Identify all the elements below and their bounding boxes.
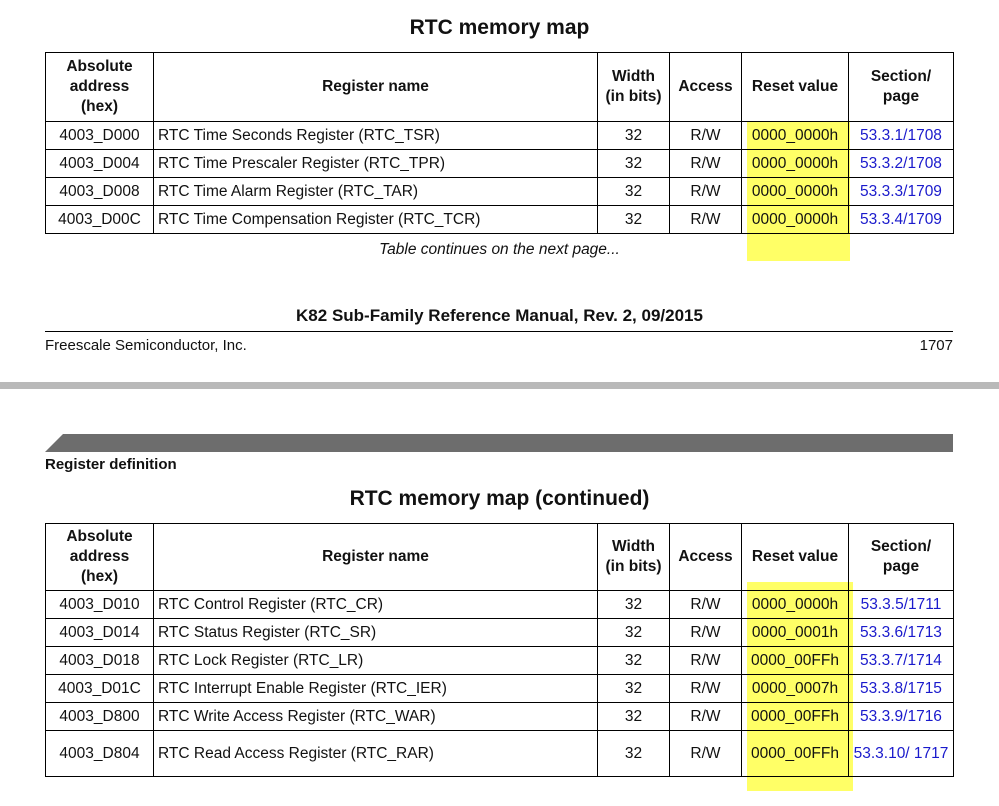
cell-address: 4003_D01C — [46, 675, 154, 703]
cell-width: 32 — [598, 647, 670, 675]
cell-register-name: RTC Control Register (RTC_CR) — [154, 591, 598, 619]
table-header-row — [46, 53, 954, 122]
table-header-row — [46, 524, 954, 591]
footer-page-number: 1707 — [919, 337, 953, 354]
cell-access: R/W — [670, 675, 742, 703]
header-register-name: Register name — [154, 524, 598, 591]
section-link[interactable]: 53.3.9/1716 — [849, 703, 954, 731]
table-row — [46, 675, 954, 703]
cell-width: 32 — [598, 619, 670, 647]
header-reset-value: Reset value — [742, 53, 849, 122]
cell-address: 4003_D008 — [46, 178, 154, 206]
table-row — [46, 122, 954, 150]
cell-reset-value: 0000_0000h — [742, 206, 849, 234]
cell-width: 32 — [598, 591, 670, 619]
cell-address: 4003_D004 — [46, 150, 154, 178]
cell-width: 32 — [598, 206, 670, 234]
header-section-page: Section/ page — [849, 524, 954, 591]
section-link[interactable]: 53.3.5/1711 — [849, 591, 954, 619]
cell-access: R/W — [670, 150, 742, 178]
cell-register-name: RTC Read Access Register (RTC_RAR) — [154, 731, 598, 777]
table-row — [46, 619, 954, 647]
cell-reset-value: 0000_00FFh — [742, 647, 849, 675]
cell-access: R/W — [670, 178, 742, 206]
cell-register-name: RTC Interrupt Enable Register (RTC_IER) — [154, 675, 598, 703]
cell-width: 32 — [598, 122, 670, 150]
cell-width: 32 — [598, 703, 670, 731]
cell-reset-value: 0000_00FFh — [742, 703, 849, 731]
header-address: Absolute address (hex) — [46, 524, 154, 591]
section-link[interactable]: 53.3.2/1708 — [849, 150, 954, 178]
cell-address: 4003_D010 — [46, 591, 154, 619]
section-label: Register definition — [45, 456, 177, 473]
cell-access: R/W — [670, 731, 742, 777]
page-title: RTC memory map — [409, 16, 590, 39]
cell-width: 32 — [598, 731, 670, 777]
section-link[interactable]: 53.3.6/1713 — [849, 619, 954, 647]
cell-reset-value: 0000_0001h — [742, 619, 849, 647]
cell-register-name: RTC Lock Register (RTC_LR) — [154, 647, 598, 675]
header-width: Width (in bits) — [598, 53, 670, 122]
footer-divider — [45, 331, 953, 332]
section-link[interactable]: 53.3.10/ 1717 — [849, 731, 954, 777]
cell-access: R/W — [670, 647, 742, 675]
cell-register-name: RTC Time Alarm Register (RTC_TAR) — [154, 178, 598, 206]
table-row — [46, 703, 954, 731]
cell-width: 32 — [598, 150, 670, 178]
page-title-continued: RTC memory map (continued) — [349, 487, 650, 510]
cell-access: R/W — [670, 591, 742, 619]
cell-reset-value: 0000_0000h — [742, 178, 849, 206]
section-header-bar — [45, 434, 953, 452]
cell-address: 4003_D804 — [46, 731, 154, 777]
cell-access: R/W — [670, 206, 742, 234]
memory-map-table-continued — [45, 523, 954, 777]
section-link[interactable]: 53.3.4/1709 — [849, 206, 954, 234]
header-access: Access — [670, 53, 742, 122]
cell-register-name: RTC Time Seconds Register (RTC_TSR) — [154, 122, 598, 150]
cell-access: R/W — [670, 619, 742, 647]
cell-reset-value: 0000_0007h — [742, 675, 849, 703]
header-register-name: Register name — [154, 53, 598, 122]
table-row — [46, 731, 954, 777]
section-link[interactable]: 53.3.7/1714 — [849, 647, 954, 675]
cell-register-name: RTC Write Access Register (RTC_WAR) — [154, 703, 598, 731]
cell-reset-value: 0000_00FFh — [742, 731, 849, 777]
cell-reset-value: 0000_0000h — [742, 150, 849, 178]
cell-access: R/W — [670, 703, 742, 731]
section-link[interactable]: 53.3.8/1715 — [849, 675, 954, 703]
cell-reset-value: 0000_0000h — [742, 591, 849, 619]
table-continues-note: Table continues on the next page... — [379, 241, 620, 258]
memory-map-table — [45, 52, 954, 234]
header-reset-value: Reset value — [742, 524, 849, 591]
cell-address: 4003_D800 — [46, 703, 154, 731]
cell-address: 4003_D018 — [46, 647, 154, 675]
footer-publisher: Freescale Semiconductor, Inc. — [45, 337, 247, 354]
section-link[interactable]: 53.3.3/1709 — [849, 178, 954, 206]
cell-reset-value: 0000_0000h — [742, 122, 849, 150]
cell-access: R/W — [670, 122, 742, 150]
header-width: Width (in bits) — [598, 524, 670, 591]
header-address: Absolute address (hex) — [46, 53, 154, 122]
cell-address: 4003_D000 — [46, 122, 154, 150]
cell-register-name: RTC Time Compensation Register (RTC_TCR) — [154, 206, 598, 234]
manual-title: K82 Sub-Family Reference Manual, Rev. 2, 09/2015 — [296, 306, 703, 325]
cell-register-name: RTC Status Register (RTC_SR) — [154, 619, 598, 647]
cell-width: 32 — [598, 675, 670, 703]
table-row — [46, 206, 954, 234]
cell-register-name: RTC Time Prescaler Register (RTC_TPR) — [154, 150, 598, 178]
header-section-page: Section/ page — [849, 53, 954, 122]
section-link[interactable]: 53.3.1/1708 — [849, 122, 954, 150]
cell-address: 4003_D00C — [46, 206, 154, 234]
table-row — [46, 647, 954, 675]
page-separator — [0, 382, 999, 389]
cell-width: 32 — [598, 178, 670, 206]
table-row — [46, 591, 954, 619]
header-access: Access — [670, 524, 742, 591]
cell-address: 4003_D014 — [46, 619, 154, 647]
table-row — [46, 178, 954, 206]
table-row — [46, 150, 954, 178]
